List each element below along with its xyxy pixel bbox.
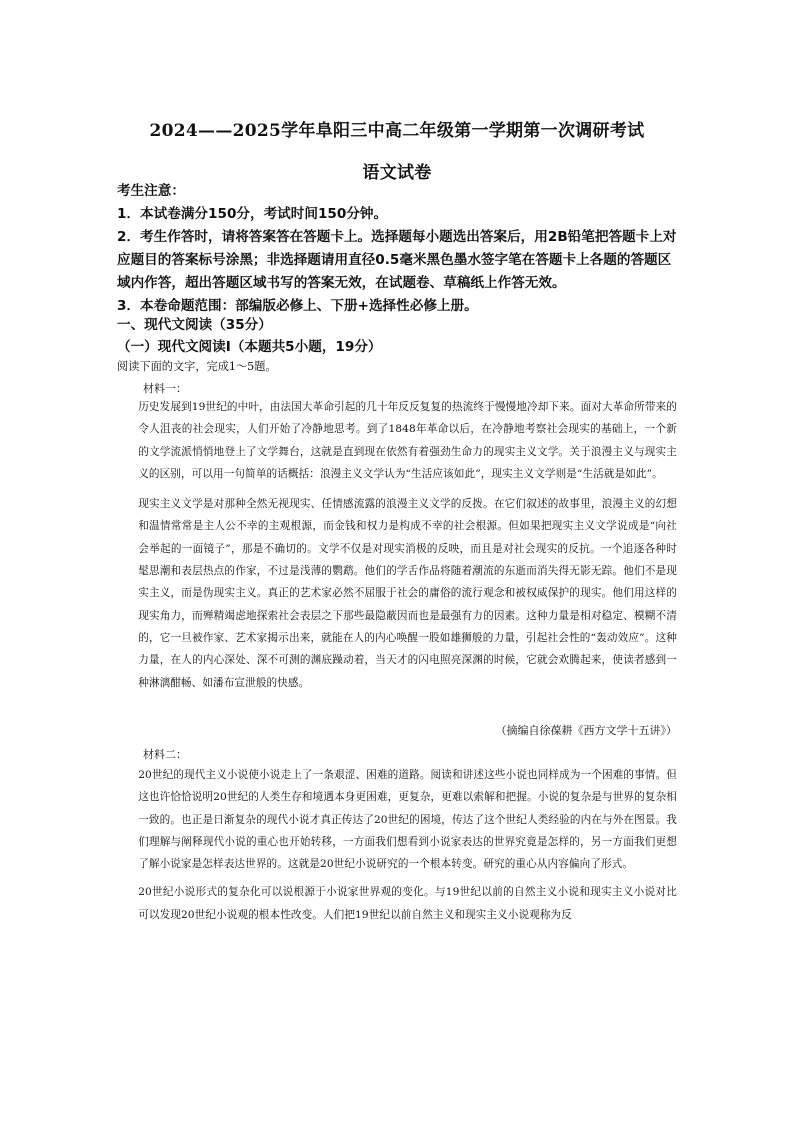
material-1-label: 材料一： (143, 382, 187, 395)
exam-subtitle: 语文试卷 (362, 163, 432, 183)
section-heading-modern-reading-1: （一）现代文阅读Ⅰ（本题共5小题，19分） (117, 339, 382, 355)
notice-item-1: 1．本试卷满分150分，考试时间150分钟。 (117, 206, 388, 222)
notice-item-3: 3．本卷命题范围：部编版必修上、下册+选择性必修上册。 (117, 298, 478, 314)
reading-instruction: 阅读下面的文字，完成1～5题。 (117, 360, 277, 373)
material-1-paragraph-2: 现实主义文学是对那种全然无视现实、任情感流露的浪漫主义文学的反拨。在它们叙述的故事里，浪漫主义的幻想和温情常常是主人公不幸的主观根源，而金钱和权力是构成不幸的社会根源。但如果把现实主义文学说成是“向社会举起的一面镜子”，那是不确切的。文学不仅是对现实消极的反映，而且是对社会现实的反抗。一个追逐各种时髦思潮和表层热点的作家，不过是浅薄的鹦鹉。他们的学舌作品将随着潮流的东逝而消失得无影无踪。他们不是现实主义，而是伪现实主义。真正的艺术家必然不屈服于社会的庸俗的流行观念和被权威保护的现实。他们用这样的现实角力，而殚精竭虑地探索社会表层之下那些最隐蔽因而也是最强有力的因素。这种力量是相对稳定、模糊不清的，它一旦被作家、艺术家揭示出来，就能在人的内心唤醒一股如雄狮般的力量，引起社会性的“轰动效应”。这种力量，在人的内心深处、深不可测的渊底躁动着，当天才的闪电照亮深渊的时候，它就会欢腾起来，使读者感到一种淋漓酣畅、如潘布宣泄般的快感。 (138, 498, 677, 689)
exam-title: 2024——2025学年阜阳三中高二年级第一学期第一次调研考试 (149, 121, 645, 141)
notice-block (117, 180, 677, 318)
material-1-paragraph-1: 历史发展到19世纪的中叶，由法国大革命引起的几十年反反复复的热流终于慢慢地冷却下来。面对大革命所带来的令人沮丧的社会现实，人们开始了冷静地思考。到了1848年革命以后，在冷静地考察社会现实的基础上，一个新的文学流派悄悄地登上了文学舞台，这就是直到现在依然有着强劲生命力的现实主义文学。关于浪漫主义与现实主义的区别，可以用一句简单的话概括：浪漫主义文学认为“生活应该如此”，现实主义文学则是“生活就是如此”。 (138, 401, 677, 480)
section-heading-part1: 一、现代文阅读（35分） (117, 317, 272, 333)
material-1-source: （摘编自徐葆耕《西方文学十五讲》） (495, 724, 677, 737)
notice-heading: 考生注意： (117, 183, 185, 199)
material-1-text (117, 396, 677, 694)
material-2-label: 材料二： (143, 748, 187, 761)
material-2-text (117, 764, 677, 926)
material-2-paragraph-2: 20世纪小说形式的复杂化可以说根源于小说家世界观的变化。与19世纪以前的自然主义小说和现实主义小说对比可以发现20世纪小说观的根本性改变。人们把19世纪以前自然主义和现实主义小说观称为反 (138, 886, 677, 921)
notice-item-2: 2．考生作答时，请将答案答在答题卡上。选择题每小题选出答案后，用2B铅笔把答题卡上对应题目的答案标号涂黑；非选择题请用直径0.5毫米黑色墨水签字笔在答题卡上各题的答题区域内作答，超出答题区域书写的答案无效，在试题卷、草稿纸上作答无效。 (117, 229, 677, 291)
material-2-paragraph-1: 20世纪的现代主义小说使小说走上了一条艰涩、困难的道路。阅读和讲述这些小说也同样成为一个困难的事情。但这也许恰恰说明20世纪的人类生存和境遇本身更困难，更复杂，更难以索解和把握。小说的复杂是与世界的复杂相一致的。也正是日渐复杂的现代小说才真正传达了20世纪的困境，传达了这个世纪人类经验的内在与外在图景。我们理解与阐释现代小说的重心也开始转移，一方面我们想看到小说家表达的世界究竟是怎样的，另一方面我们更想了解小说家是怎样表达世界的。这就是20世纪小说研究的一个根本转变。研究的重心从内容偏向了形式。 (138, 769, 677, 871)
